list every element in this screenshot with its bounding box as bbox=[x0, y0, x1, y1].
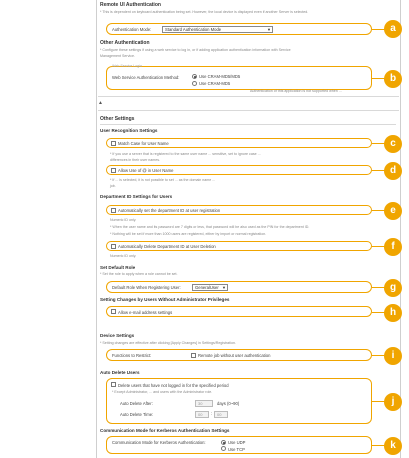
radio-use-tcp-label: Use TCP bbox=[228, 446, 245, 452]
divider bbox=[98, 96, 399, 97]
match-case-label: Match Case for User Name bbox=[118, 141, 169, 146]
default-role-label: Default Role When Registering User: bbox=[112, 285, 181, 290]
badge-g: g bbox=[384, 279, 402, 297]
other-auth-title: Other Authentication bbox=[100, 40, 150, 46]
collapse-triangle-icon[interactable]: ▲ bbox=[98, 100, 103, 106]
user-recognition-title: User Recognition Settings bbox=[100, 128, 158, 133]
setting-changes-title: Setting Changes by Users Without Administrator Privileges bbox=[100, 297, 230, 302]
other-settings-title: Other Settings bbox=[100, 116, 135, 122]
other-auth-note-1: * Configure these settings if using a web service to log in, or if adding application authentication information with Service bbox=[100, 48, 291, 52]
auto-delete-minute-input[interactable]: 00 bbox=[214, 411, 228, 418]
auth-mode-label: Authentication Mode: bbox=[112, 27, 152, 32]
divider bbox=[98, 110, 399, 111]
match-case-checkbox[interactable] bbox=[111, 141, 116, 146]
radio-cram-md5-label: Use CRAM-MD5 bbox=[199, 81, 231, 86]
badge-b: b bbox=[384, 70, 402, 88]
chevron-down-icon: ▼ bbox=[222, 284, 226, 290]
radio-use-tcp[interactable] bbox=[221, 446, 226, 451]
auto-delete-after-unit: days (0~90) bbox=[217, 401, 240, 406]
auto-delete-hour-input[interactable]: 00 bbox=[195, 411, 209, 418]
radio-cram-md5[interactable] bbox=[192, 81, 197, 86]
auto-delete-time-label: Auto Delete Time: bbox=[120, 412, 154, 417]
allow-at-note-2: job. bbox=[110, 184, 116, 188]
time-separator: : bbox=[211, 411, 213, 416]
radio-use-udp[interactable] bbox=[221, 440, 226, 445]
kerberos-mode-label: Communication Mode for Kerberos Authentication: bbox=[112, 440, 206, 445]
dept-id-note-2: * When the user name and its password are 7 digits or less, that password will be also used as the PIN for the department ID. bbox=[110, 225, 310, 229]
radio-cram-md5-md5-label: Use CRAM-MD5/MD5 bbox=[199, 74, 241, 79]
dept-id-note-1: Numeric ID only. bbox=[110, 218, 137, 222]
dept-id-title: Department ID Settings for Users bbox=[100, 194, 173, 199]
auto-delete-note: * Except Administrator, ... and users with the Administrator role. bbox=[112, 390, 213, 394]
badge-d: d bbox=[384, 162, 402, 180]
auto-set-dept-id-checkbox[interactable] bbox=[111, 208, 116, 213]
auto-delete-after-input[interactable]: 30 bbox=[195, 400, 213, 407]
allow-email-checkbox[interactable] bbox=[111, 309, 116, 314]
divider bbox=[100, 124, 396, 125]
match-case-note-1: * If you use a server that is registered to the same user name ... sensitive, set to ignore case ... bbox=[110, 152, 261, 156]
badge-c: c bbox=[384, 135, 402, 153]
badge-j: j bbox=[384, 393, 402, 411]
badge-i: i bbox=[384, 347, 402, 365]
remote-ui-auth-title: Remote UI Authentication bbox=[100, 2, 161, 8]
badge-f: f bbox=[384, 238, 402, 256]
remote-job-label: Remote job without user authentication bbox=[198, 353, 271, 358]
auto-delete-dept-id-label: Automatically Delete Department ID at User Deletion bbox=[118, 244, 216, 249]
other-auth-note-2: Management Service. bbox=[100, 54, 135, 58]
functions-restrict-label: Functions to Restrict: bbox=[112, 353, 152, 358]
allow-at-label: Allow Use of @ in User Name bbox=[118, 168, 174, 173]
auth-mode-select[interactable]: Standard Authentication Mode ▼ bbox=[162, 26, 273, 33]
other-auth-trailing-note: Authentication of this application is not supported when ... bbox=[250, 89, 342, 93]
web-auth-method-label: Web Service Authentication Method: bbox=[112, 75, 180, 80]
device-settings-note: * Setting changes are effective after clicking [Apply Changes] in Settings/Registration. bbox=[100, 341, 236, 345]
web-service-login-label: Web Service Login bbox=[112, 64, 143, 68]
remote-job-checkbox[interactable] bbox=[191, 353, 196, 358]
default-role-note: * Set the role to apply when a role cannot be set. bbox=[100, 272, 178, 276]
auto-set-dept-id-label: Automatically set the department ID at user registration bbox=[118, 208, 221, 213]
badge-e: e bbox=[384, 202, 402, 220]
allow-at-checkbox[interactable] bbox=[111, 168, 116, 173]
dept-id-note-4: Numeric ID only. bbox=[110, 254, 137, 258]
chevron-down-icon: ▼ bbox=[267, 26, 271, 32]
radio-use-udp-label: Use UDP bbox=[228, 440, 246, 445]
badge-h: h bbox=[384, 304, 402, 322]
auto-delete-users-title: Auto Delete Users bbox=[100, 370, 140, 375]
badge-a: a bbox=[384, 20, 402, 38]
auto-delete-dept-id-checkbox[interactable] bbox=[111, 244, 116, 249]
radio-cram-md5-md5[interactable] bbox=[192, 74, 197, 79]
remote-ui-auth-note: * This is dependent on keyboard authentication being set. However, the local device is displayed even if another Server is selected. bbox=[100, 10, 309, 14]
allow-at-note-1: * If ... is selected, it is not possible to set ... as the domain name ... bbox=[110, 178, 216, 182]
badge-k: k bbox=[384, 437, 402, 455]
allow-email-label: Allow e-mail address settings bbox=[118, 309, 173, 315]
match-case-note-2: differences in their user names. bbox=[110, 158, 161, 162]
delete-inactive-users-checkbox[interactable] bbox=[111, 382, 116, 387]
kerberos-title: Communication Mode for Kerberos Authentication Settings bbox=[100, 428, 230, 433]
default-role-select[interactable]: GeneralUser ▼ bbox=[192, 284, 228, 291]
device-settings-title: Device Settings bbox=[100, 333, 135, 338]
auto-delete-after-label: Auto Delete After: bbox=[120, 401, 153, 406]
delete-inactive-users-label: Delete users that have not logged in for the specified period bbox=[118, 382, 229, 388]
default-role-title: Set Default Role bbox=[100, 265, 136, 270]
dept-id-note-3: * Nothing will be set if more than 1000 users are registered, either by import or normal registration. bbox=[110, 232, 267, 236]
